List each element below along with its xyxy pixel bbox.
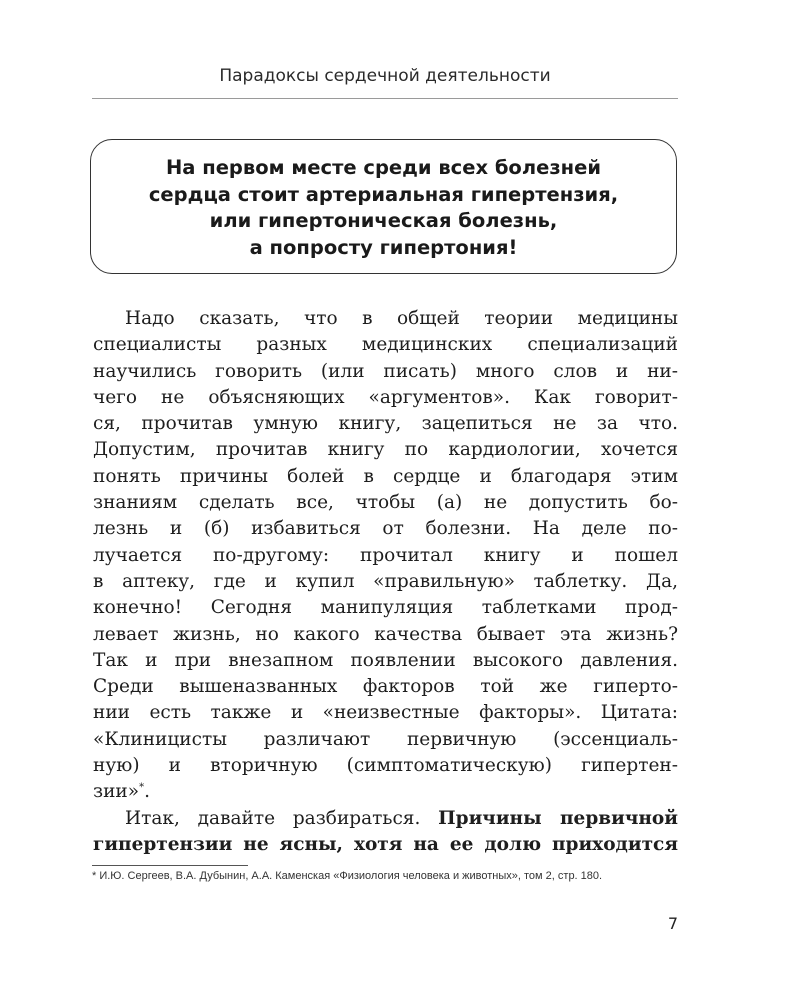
callout-box (90, 139, 677, 274)
page-number: 7 (667, 914, 678, 933)
body-line: левает жизнь, но какого качества бывает эта жизнь? (93, 623, 678, 645)
body-line: Среди вышеназванных факторов той же гиперто- (93, 676, 678, 698)
bold-emphasis: Причины первичной (438, 807, 678, 829)
last-line-text: зии» (93, 781, 140, 803)
footnote: * И.Ю. Сергеев, В.А. Дубынин, А.А. Каменская «Физиология человека и животных», том 2, стр. 180. (92, 870, 603, 882)
callout-line: или гипертоническая болезнь, (209, 209, 558, 232)
body-line (93, 806, 678, 832)
footnote-divider (92, 865, 248, 866)
running-head-title: Парадоксы сердечной деятельности (219, 66, 551, 86)
body-line: специалисты разных медицинских специализаций (93, 334, 678, 356)
body-line: понять причины болей в сердце и благодаря этим (93, 465, 678, 487)
body-line: зии»*. (93, 781, 150, 803)
body-line: чего не объясняющих «аргументов». Как говорит- (93, 386, 678, 408)
callout-line: а попросту гипертония! (249, 235, 518, 259)
body-line: нии есть также и «неизвестные факторы». Цитата: (93, 702, 678, 724)
body-line-bold: гипертензии не ясны, хотя на ее долю приходится (93, 833, 678, 855)
body-line: Надо сказать, что в общей теории медицины (125, 308, 678, 329)
body-line: знаниям сделать все, чтобы (а) не допустить бо- (93, 492, 678, 514)
body-line: лезнь и (б) избавиться от болезни. На деле по- (93, 518, 678, 540)
header-divider (92, 98, 678, 99)
body-line: Допустим, прочитав книгу по кардиологии, хочется (93, 439, 678, 461)
body-line: «Клиницисты различают первичную (эссенциаль- (93, 728, 678, 750)
body-line: научились говорить (или писать) много слов и ни- (93, 360, 678, 382)
body-line: Так и при внезапном появлении высокого давления. (93, 649, 678, 671)
callout-line: На первом месте среди всех болезней (165, 156, 602, 179)
paragraph-lead: Итак, давайте разбираться. (125, 807, 439, 829)
body-line: лучается по-другому: прочитал книгу и пошел (93, 544, 678, 566)
callout-line: сердца стоит артериальная гипертензия, (148, 182, 619, 206)
body-line: конечно! Сегодня манипуляция таблетками прод- (93, 597, 678, 619)
footnote-marker[interactable]: * (139, 782, 145, 794)
body-line: ся, прочитав умную книгу, зацепиться не за что. (93, 413, 678, 435)
body-text (93, 306, 678, 858)
body-line: в аптеку, где и купил «правильную» таблетку. Да, (93, 570, 678, 592)
body-line: ную) и вторичную (симптоматическую) гипертен- (93, 755, 678, 777)
